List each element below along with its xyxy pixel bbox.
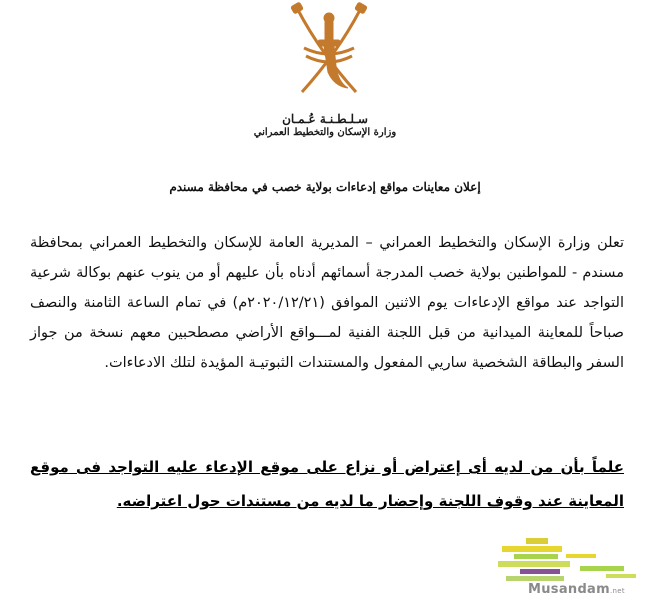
announcement-note: علماً بأن من لديه أى إعتراض أو نزاع على موقع الإدعاء عليه التواجد فى موقع المعاينة عند وقوف اللجنة وإحضار ما لديه من مستندات حول اعتراضه.	[30, 458, 624, 510]
sultanate-name: سـلـطـنـة عُـمـان	[282, 112, 368, 126]
watermark-suffix: .net	[609, 587, 625, 595]
ministry-name: وزارة الإسكان والتخطيط العمراني	[253, 127, 397, 138]
watermark-text	[528, 582, 625, 597]
watermark-name: Musandam	[528, 582, 610, 597]
announcement-body: تعلن وزارة الإسكان والتخطيط العمراني – المديرية العامة للإسكان والتخطيط العمراني بمحافظة مسندم - للمواطنين بولاية خصب المدرجة أسمائهم أدناه بأن عليهم أو من ينوب عنهم بوكالة شرعية التواجد عند مواقع الإدعاءات يوم الاثنين الموافق (٢٠٢٠/١٢/٢١م) في تمام الساعة الثامنة والنصف صباحاً للمعاينة الميدانية من قبل اللجنة الفنية لمـــواقع الأراضي مصطحبين معهم نسخة من جواز السفر والبطاقة الشخصية ساريي المفعول والمستندات الثبوتيـة المؤيدة لتلك الادعاءات.	[30, 235, 624, 371]
oman-emblem-icon	[290, 2, 368, 104]
announcement-title: إعلان معاينات مواقع إدعاءات بولاية خصب في محافظة مسندم	[169, 180, 481, 194]
ministry-header	[250, 112, 400, 140]
